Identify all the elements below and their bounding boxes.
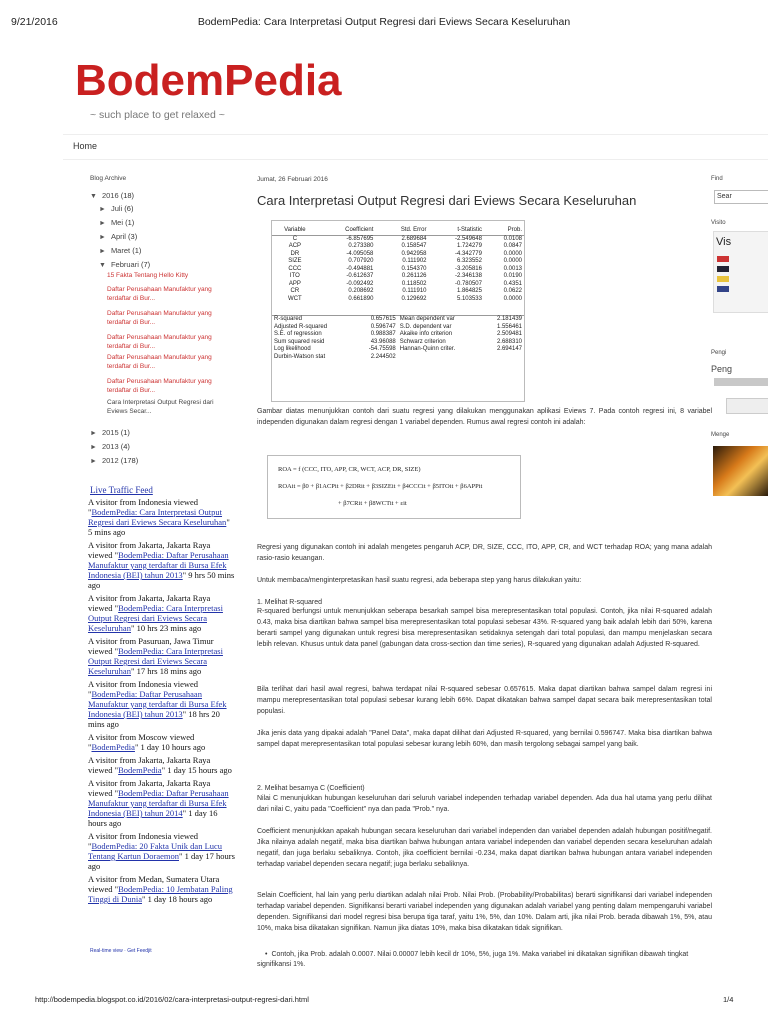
year-label[interactable]: 2016 bbox=[101, 191, 119, 200]
stats-cell: 0.657615 bbox=[370, 316, 396, 322]
feed-item bbox=[88, 636, 236, 676]
stats-cell: Adjusted R-squared bbox=[274, 323, 328, 330]
triangle-right-icon[interactable]: ► bbox=[99, 234, 106, 241]
table-cell: 0.111902 bbox=[402, 258, 427, 264]
table-cell: 0.0622 bbox=[503, 288, 522, 294]
table-cell: DR bbox=[290, 250, 300, 257]
table-cell: ACP bbox=[288, 243, 302, 249]
month-count: (1) bbox=[132, 246, 142, 255]
peng-label: Peng bbox=[711, 364, 733, 374]
feed-item-link[interactable]: BodemPedia: 20 Fakta Unik dan Lucu Tentang Kartun Doraemon bbox=[88, 841, 223, 861]
feed-item-link[interactable]: BodemPedia: Daftar Perusahaan Manufaktur yang terdaftar di Bursa Efek Indonesia (BEI) tahun 2013 bbox=[88, 550, 229, 580]
year-label[interactable]: 2015 bbox=[101, 428, 119, 437]
table-cell: CR bbox=[290, 288, 300, 294]
stats-cell: 2.244502 bbox=[370, 353, 396, 360]
regression-formula-image bbox=[267, 455, 521, 519]
stats-cell bbox=[398, 354, 483, 362]
feed-item-text: A visitor from Jakarta, Jakarta Raya viewed " bbox=[88, 540, 211, 560]
table-cell: 0.154370 bbox=[401, 265, 427, 272]
table-cell: -4.095058 bbox=[346, 250, 374, 257]
section-heading: 2. Melihat besarnya C (Coefficient) bbox=[257, 785, 365, 792]
table-cell: 1.864825 bbox=[456, 288, 482, 294]
stats-cell: S.E. of regression bbox=[274, 331, 322, 337]
paragraph: Selain Coefficient, hal lain yang perlu diartikan adalah nilai Prob. Nilai Prob. (Probability/Probabilitas) berarti signifikansi dari variabel independen terhadap variabel dependen. Signifikansi berarti variabel independen yang digunakan adalah variabel yang penting dalam mempengaruhi variabel dependen. Signifikansi dari model regresi bisa berupa tiga taraf, yaitu 1%, 5%, dan 10%. Dalam arti, jika nilai Prob. berada dibawah 1%, 5%, atau 10%, maka bisa dikatakan signifikan. Namun jika diatas 10%, maka bisa dikatakan tidak signifikan. bbox=[257, 892, 712, 932]
table-cell: 0.273380 bbox=[348, 243, 374, 249]
table-cell: -3.205816 bbox=[454, 265, 482, 272]
home-tab[interactable]: Home bbox=[73, 141, 98, 151]
triangle-right-icon[interactable]: ► bbox=[90, 444, 97, 451]
flag-icon bbox=[717, 286, 729, 292]
table-header-row bbox=[272, 227, 524, 235]
table-cell: 0.0108 bbox=[503, 235, 522, 242]
triangle-right-icon[interactable]: ► bbox=[90, 458, 97, 465]
stats-cell: 0.988387 bbox=[370, 331, 396, 337]
archive-post-link-current[interactable]: Cara Interpretasi Output Regresi dari Eviews Secar... bbox=[107, 399, 214, 415]
paragraph: Coefficient menunjukkan apakah hubungan secara keseluruhan dari variabel independen dan variabel dependen adalah hubungan positif/negatif. Jika nilainya adalah negatif, maka bisa diartikan bahwa hubungan antara variabel independen dan variabel dependen secara keseluruhan adalah negatif, dan juga berlaku sebaliknya. Contoh, jika coefficient bernilai -0.234, maka dapat diartikan bahwa hubungan antara variabel independen terhadap variabel dependen secara negatif; juga berlaku sebaliknya. bbox=[257, 828, 712, 868]
table-cell: 6.323552 bbox=[456, 258, 482, 264]
stats-row bbox=[272, 346, 524, 354]
visitor-widget-title: Vis bbox=[716, 236, 732, 248]
stats-cell: 2.509481 bbox=[496, 331, 522, 337]
table-cell: -0.494881 bbox=[346, 265, 374, 272]
month-count: (7) bbox=[140, 260, 151, 269]
table-cell: 0.0000 bbox=[503, 250, 522, 257]
paragraph: Untuk membaca/menginterpretasikan hasil suatu regresi, ada beberapa step yang harus dilakukan yaitu: bbox=[257, 577, 582, 584]
paragraph: Regresi yang digunakan contoh ini adalah mengetes pengaruh ACP, DR, SIZE, CCC, ITO, APP, CR, and WCT terhadap ROA; yang mana adalah rasio-rasio keuangan. bbox=[257, 544, 712, 562]
feed-item-text: A visitor from Pasuruan, Jawa Timur viewed " bbox=[88, 636, 214, 656]
section-heading: 1. Melihat R-squared bbox=[257, 599, 322, 606]
table-header-cell: Variable bbox=[272, 227, 318, 235]
feed-item bbox=[88, 497, 236, 537]
table-cell: 0.0013 bbox=[503, 265, 522, 272]
year-label[interactable]: 2013 bbox=[101, 442, 119, 451]
archive-post-link[interactable]: Daftar Perusahaan Manufaktur yang terdaftar di Bur... bbox=[107, 378, 212, 394]
month-label[interactable]: Maret bbox=[110, 246, 131, 255]
feed-item-text: A visitor from Medan, Sumatera Utara viewed " bbox=[88, 874, 220, 894]
feed-item-time: " 17 hrs 18 mins ago bbox=[130, 666, 202, 676]
bullet-text: Contoh, jika Prob. adalah 0.0007. Nilai 0.00007 lebih kecil dr 10%, 5%, juga 1%. Maka variabel ini dikatakan signifikan dibawah tingkat signifikansi 1%. bbox=[257, 951, 689, 968]
table-cell: 0.118502 bbox=[401, 280, 427, 287]
visitor-widget[interactable] bbox=[713, 231, 768, 313]
archive-month[interactable] bbox=[99, 260, 150, 269]
stats-row bbox=[272, 339, 524, 347]
table-cell: 0.0190 bbox=[503, 273, 522, 279]
feed-item bbox=[88, 831, 236, 871]
page-number: 1/4 bbox=[723, 995, 734, 1004]
feed-footer[interactable]: Real-time view · Get Feedjit bbox=[90, 948, 152, 954]
stats-cell: 2.694147 bbox=[496, 346, 522, 352]
year-count: (1) bbox=[120, 428, 130, 437]
table-cell: 0.707920 bbox=[348, 258, 374, 264]
table-header-cell: t-Statistic bbox=[429, 227, 484, 235]
archive-year-2012[interactable] bbox=[90, 456, 138, 465]
table-cell: 0.158547 bbox=[401, 243, 427, 249]
table-cell: 0.129692 bbox=[401, 295, 427, 302]
paragraph: Nilai C menunjukkan hubungan keseluruhan dari seluruh variabel independen terhadap variabel dependen. Ada dua hal utama yang perlu dilihat dari nilai C, yaitu pada "Coefficient" nya dan pada "Prob." nya. bbox=[257, 795, 712, 813]
table-cell: 0.942958 bbox=[401, 250, 427, 257]
table-cell: 0.0847 bbox=[503, 243, 522, 249]
find-label: Find bbox=[711, 176, 723, 182]
triangle-right-icon[interactable]: ► bbox=[90, 430, 97, 437]
archive-month[interactable] bbox=[99, 218, 134, 227]
table-cell: 0.208692 bbox=[348, 288, 374, 294]
paragraph: R-squared berfungsi untuk menunjukkan seberapa besarkah sampel bisa merepresentasikan total populasi. Contoh, jika nilai R-squared adalah 0.43, maka bisa diartikan bahwa sampel bisa merepresentasikan total populasi sebesar 43%. R-squared yang baik adalah lebih dari 50%, karena berarti sampel yang digunakan untuk regresi bisa merepresentasikan setidaknya setengah dari total populasi, dan mampu menjelaskan secara lebih relevan. Khusus untuk data panel (gabungan data cross-section dan time series), R-squared yang digunakan adalah Adjusted R-squared. bbox=[257, 608, 712, 648]
year-count: (4) bbox=[120, 442, 130, 451]
feed-item-text: A visitor from Indonesia viewed " bbox=[88, 679, 199, 699]
stats-cell: R-squared bbox=[274, 316, 303, 322]
table-header-cell: Std. Error bbox=[375, 227, 428, 235]
table-row bbox=[272, 273, 524, 281]
table-cell: 5.103533 bbox=[456, 295, 482, 302]
feed-item-text: A visitor from Jakarta, Jakarta Raya viewed " bbox=[88, 593, 211, 613]
thumbnail-image[interactable] bbox=[713, 446, 768, 496]
feed-item-text: A visitor from Indonesia viewed " bbox=[88, 831, 199, 851]
archive-year-2016[interactable] bbox=[90, 191, 134, 200]
table-cell: CCC bbox=[288, 265, 302, 272]
feed-item-link[interactable]: BodemPedia: Daftar Perusahaan Manufaktur yang terdaftar di Bursa Efek Indonesia (BEI) tahun 2013 bbox=[88, 689, 227, 719]
table-cell: 2.689684 bbox=[401, 235, 427, 242]
formula-line: ROAit = β0 + β1ACPit + β2DRit + β3SIZEit + β4CCCit + β5ITOit + β6APPit bbox=[278, 483, 483, 490]
blog-tagline: ~ such place to get relaxed ~ bbox=[90, 109, 225, 121]
month-label[interactable]: Juli bbox=[110, 204, 123, 213]
archive-year-2013[interactable] bbox=[90, 442, 130, 451]
stats-cell: 1.556461 bbox=[496, 323, 522, 330]
table-row bbox=[272, 281, 524, 289]
menge-label: Menge bbox=[711, 432, 730, 438]
feed-item-time: " 1 day 17 hours ago bbox=[88, 851, 235, 871]
table-cell: ITO bbox=[289, 273, 300, 279]
archive-month[interactable] bbox=[99, 232, 137, 241]
stats-row bbox=[272, 354, 524, 362]
table-row bbox=[272, 243, 524, 251]
stats-cell: Durbin-Watson stat bbox=[274, 353, 326, 360]
month-label[interactable]: April bbox=[110, 232, 126, 241]
flag-icon bbox=[717, 256, 729, 262]
visitor-label: Visito bbox=[711, 220, 726, 226]
stats-row bbox=[272, 324, 524, 332]
post-title[interactable]: Cara Interpretasi Output Regresi dari Eviews Secara Keseluruhan bbox=[257, 193, 637, 208]
archive-post-link[interactable]: Daftar Perusahaan Manufaktur yang terdaftar di Bur... bbox=[107, 354, 212, 370]
blog-logo[interactable]: BodemPedia bbox=[75, 56, 342, 105]
archive-month[interactable] bbox=[99, 204, 133, 213]
feed-item-time: " 1 day 10 hours ago bbox=[134, 742, 206, 752]
table-cell: 1.724279 bbox=[456, 243, 482, 249]
month-count: (1) bbox=[125, 218, 135, 227]
flag-icon bbox=[717, 276, 729, 282]
stats-cell: 2.688310 bbox=[496, 338, 522, 345]
stats-cell bbox=[483, 354, 524, 362]
table-cell: APP bbox=[288, 280, 301, 287]
feed-item-time: " 10 hrs 23 mins ago bbox=[130, 623, 202, 633]
feed-item-text: A visitor from Jakarta, Jakarta Raya viewed " bbox=[88, 778, 211, 798]
bullet-item bbox=[257, 950, 712, 970]
table-cell: -2.346138 bbox=[454, 273, 482, 279]
live-traffic-feed-title[interactable]: Live Traffic Feed bbox=[90, 485, 153, 495]
follow-button[interactable] bbox=[726, 398, 768, 414]
avatar-placeholder bbox=[714, 378, 768, 386]
table-row bbox=[272, 296, 524, 304]
stats-row bbox=[272, 331, 524, 339]
feed-item-time: " 1 day 16 hours ago bbox=[88, 808, 218, 828]
feed-item-text: A visitor from Indonesia viewed " bbox=[88, 497, 199, 517]
stats-cell: 2.181439 bbox=[496, 316, 522, 322]
feed-item-text: A visitor from Moscow viewed " bbox=[88, 732, 195, 752]
intro-paragraph: Gambar diatas menunjukkan contoh dari suatu regresi yang dilakukan menggunakan aplikasi Eviews 7. Pada contoh regresi ini, 8 variabel independen digunakan dalam regresi dengan 1 variabel dependen. Rumus awal regresi contoh ini adalah: bbox=[257, 408, 712, 426]
triangle-down-icon[interactable]: ▼ bbox=[99, 262, 106, 269]
table-cell: -6.857695 bbox=[346, 235, 374, 242]
month-label[interactable]: Mei bbox=[110, 218, 124, 227]
triangle-right-icon[interactable]: ► bbox=[99, 248, 106, 255]
stats-table bbox=[272, 315, 524, 361]
feed-item-link[interactable]: BodemPedia: Cara Interpretasi Output Regresi dari Eviews Secara Keseluruhan bbox=[88, 646, 223, 676]
stats-cell: 0.596747 bbox=[370, 323, 396, 330]
archive-post-link[interactable]: Daftar Perusahaan Manufaktur yang terdaftar di Bur... bbox=[107, 334, 212, 350]
table-cell: WCT bbox=[288, 295, 302, 302]
feed-item-link[interactable]: BodemPedia bbox=[118, 765, 162, 775]
table-cell: -0.780507 bbox=[454, 280, 482, 287]
feed-item bbox=[88, 540, 236, 590]
feed-item-time: " 1 day 15 hours ago bbox=[161, 765, 232, 775]
table-row bbox=[272, 235, 524, 243]
table-cell: -0.612637 bbox=[346, 273, 374, 279]
feed-item bbox=[88, 755, 236, 775]
archive-month[interactable] bbox=[99, 246, 141, 255]
archive-post-link[interactable]: Daftar Perusahaan Manufaktur yang terdaftar di Bur... bbox=[107, 286, 212, 302]
stats-row bbox=[272, 316, 524, 324]
table-cell: 0.4351 bbox=[503, 280, 522, 287]
table-cell: SIZE bbox=[288, 258, 302, 264]
feed-item-time: " 9 hrs 50 mins ago bbox=[88, 570, 235, 590]
stats-cell: Log likelihood bbox=[274, 346, 311, 352]
feed-item-time: " 1 day 18 hours ago bbox=[142, 894, 213, 904]
stats-cell: Hannan-Quinn criter. bbox=[399, 346, 456, 352]
stats-cell: -54.75598 bbox=[368, 346, 396, 352]
paragraph: Jika jenis data yang dipakai adalah "Panel Data", maka dapat dilihat dari Adjusted R-squared, yang bernilai 0.596747. Maka bisa diartikan bahwa sampel dapat merepresentasikan total populasi sebesar kurang lebih 60%, dan masih tergolong sebagai sampel yang baik. bbox=[257, 730, 712, 748]
year-count: (18) bbox=[120, 191, 135, 200]
page-url: http://bodempedia.blogspot.co.id/2016/02/cara-interpretasi-output-regresi-dari.html bbox=[35, 995, 309, 1004]
table-cell: 0.261126 bbox=[401, 273, 427, 279]
feed-item-time: " 18 hrs 20 mins ago bbox=[88, 709, 220, 729]
table-header-cell: Coefficient bbox=[318, 227, 376, 235]
feed-item-link[interactable]: BodemPedia: 10 Jembatan Paling Tinggi di Dunia bbox=[88, 884, 233, 904]
stats-cell: 43.96088 bbox=[370, 338, 396, 345]
stats-cell: Schwarz criterion bbox=[399, 338, 446, 345]
feed-item-text: A visitor from Jakarta, Jakarta Raya viewed " bbox=[88, 755, 211, 775]
table-row bbox=[272, 266, 524, 274]
regression-output-image bbox=[271, 220, 525, 402]
archive-title: Blog Archive bbox=[90, 175, 127, 182]
table-cell: -0.092492 bbox=[346, 280, 374, 287]
pengi-label: Pengi bbox=[711, 350, 727, 356]
table-cell: 0.0000 bbox=[503, 258, 522, 264]
table-cell: -4.342779 bbox=[454, 250, 482, 257]
feed-item bbox=[88, 778, 236, 828]
feed-item bbox=[88, 874, 236, 904]
feed-item bbox=[88, 593, 236, 633]
stats-cell: Mean dependent var bbox=[399, 316, 455, 322]
stats-cell: S.D. dependent var bbox=[399, 323, 452, 330]
feed-item bbox=[88, 679, 236, 729]
formula-line: + β7CRit + β8WCTit + εit bbox=[338, 500, 407, 507]
print-date: 9/21/2016 bbox=[11, 16, 58, 28]
table-row bbox=[272, 288, 524, 296]
feed-item-link[interactable]: BodemPedia: Cara Interpretasi Output Regresi dari Eviews Secara Keseluruhan bbox=[88, 603, 223, 633]
stats-cell: Akaike info criterion bbox=[399, 331, 453, 337]
feed-item-link[interactable]: BodemPedia: Daftar Perusahaan Manufaktur yang terdaftar di Bursa Efek Indonesia (BEI) tahun 2014 bbox=[88, 788, 229, 818]
archive-post-link[interactable]: Daftar Perusahaan Manufaktur yang terdaftar di Bur... bbox=[107, 310, 212, 326]
stats-cell: Sum squared resid bbox=[274, 338, 325, 345]
table-cell: 0.661890 bbox=[348, 295, 374, 302]
flag-icon bbox=[717, 266, 729, 272]
month-count: (6) bbox=[124, 204, 134, 213]
feed-item-link[interactable]: BodemPedia bbox=[91, 742, 135, 752]
year-count: (178) bbox=[120, 456, 139, 465]
print-title: BodemPedia: Cara Interpretasi Output Regresi dari Eviews Secara Keseluruhan bbox=[197, 16, 571, 28]
feed-item-time: " 5 mins ago bbox=[88, 517, 230, 537]
table-cell: 0.0000 bbox=[503, 295, 522, 302]
bullet-icon: • bbox=[265, 951, 268, 958]
coefficient-table bbox=[272, 227, 524, 303]
table-header-cell: Prob. bbox=[484, 227, 524, 235]
table-row bbox=[272, 251, 524, 259]
post-date: Jumat, 26 Februari 2016 bbox=[257, 176, 328, 183]
paragraph: Bila terlihat dari hasil awal regresi, bahwa terdapat nilai R-squared sebesar 0.657615. Maka dapat diartikan bahwa sampel dalam regresi ini mampu merepresentasikan total populasi sebesar kurang lebih 66%. Dapat dikatakan bahwa sampel dapat secara baik merepresentasikan total populasi. bbox=[257, 686, 712, 715]
archive-post-link[interactable]: 15 Fakta Tentang Hello Kitty bbox=[107, 272, 189, 279]
month-count: (3) bbox=[128, 232, 138, 241]
triangle-down-icon[interactable]: ▼ bbox=[90, 193, 97, 200]
table-cell: 0.111910 bbox=[402, 288, 427, 294]
formula-line: ROA = f (CCC, ITO, APP, CR, WCT, ACP, DR, SIZE) bbox=[278, 466, 421, 473]
feed-item bbox=[88, 732, 236, 752]
search-input[interactable]: Sear bbox=[714, 190, 768, 204]
triangle-right-icon[interactable]: ► bbox=[99, 206, 106, 213]
feed-item-link[interactable]: BodemPedia: Cara Interpretasi Output Regresi dari Eviews Secara Keseluruhan bbox=[88, 507, 227, 527]
month-label[interactable]: Februari bbox=[110, 260, 139, 269]
triangle-right-icon[interactable]: ► bbox=[99, 220, 106, 227]
year-label[interactable]: 2012 bbox=[101, 456, 119, 465]
nav-bar bbox=[63, 134, 768, 160]
live-traffic-feed bbox=[88, 497, 236, 907]
archive-year-2015[interactable] bbox=[90, 428, 130, 437]
table-cell: -2.549648 bbox=[454, 235, 482, 242]
table-row bbox=[272, 258, 524, 266]
table-cell: C bbox=[292, 235, 298, 242]
